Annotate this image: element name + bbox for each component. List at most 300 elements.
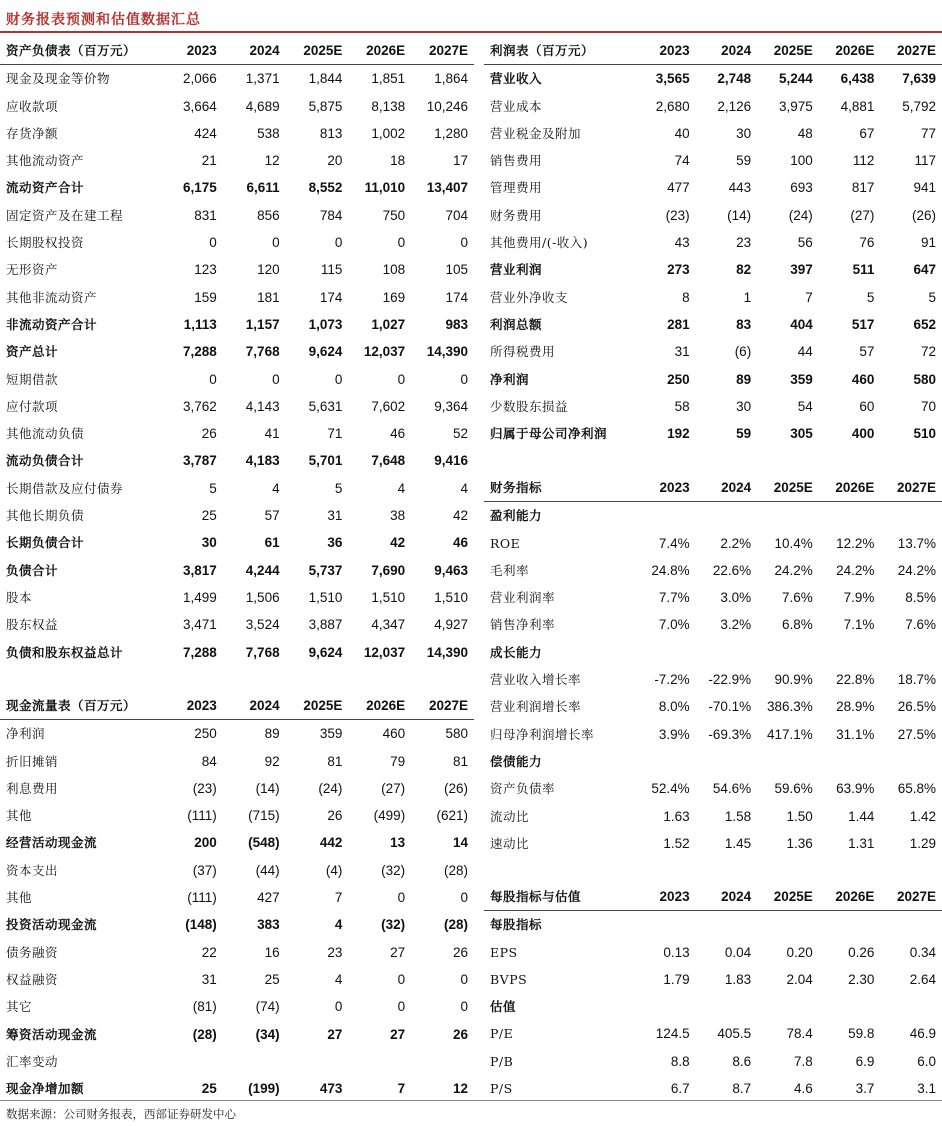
cell-value: 0 xyxy=(334,999,343,1015)
cell-value: 9,364 xyxy=(434,398,468,414)
column-header: 2027E xyxy=(411,37,474,65)
cell-value: 1 xyxy=(743,289,752,305)
cell-value xyxy=(819,639,881,666)
cell-value: (499) xyxy=(373,808,406,824)
cell-value: 2,748 xyxy=(717,71,752,87)
cell-value: 20 xyxy=(327,153,343,169)
table-row xyxy=(484,803,942,830)
table-row xyxy=(0,911,474,938)
cell-value: 3,787 xyxy=(183,453,217,469)
cell-value: 9,624 xyxy=(308,344,343,360)
cell-value: 70 xyxy=(920,398,936,414)
cell-value: 424 xyxy=(194,125,217,141)
cell-value: 44 xyxy=(797,344,813,360)
cell-value: 67 xyxy=(859,125,875,141)
row-label: 盈利能力 xyxy=(490,508,543,524)
cell-value: 59.6% xyxy=(774,781,813,797)
row-label: 其他流动负债 xyxy=(6,426,85,442)
row-label: 营业成本 xyxy=(490,98,543,114)
cell-value: 0 xyxy=(209,371,217,387)
row-label: 资产负债率 xyxy=(490,781,556,797)
table-row xyxy=(484,284,942,311)
cell-value: 2.30 xyxy=(848,971,875,987)
column-header: 2025E xyxy=(757,474,819,502)
row-label: 负债合计 xyxy=(6,562,59,578)
cell-value: 460 xyxy=(382,726,406,742)
cell-value: 22.6% xyxy=(712,562,752,578)
cell-value xyxy=(880,911,942,939)
cell-value: 1,844 xyxy=(308,71,343,87)
row-label: 净利润 xyxy=(490,371,530,387)
cell-value: 6,175 xyxy=(183,180,217,196)
cell-value: 4,347 xyxy=(371,617,406,633)
table-row xyxy=(0,993,474,1020)
cell-value: 24.2% xyxy=(836,562,875,578)
row-label: 营业利润率 xyxy=(490,590,556,606)
cell-value: 443 xyxy=(728,180,752,196)
row-label: 销售净利率 xyxy=(490,617,556,633)
cell-value: 42 xyxy=(452,508,468,524)
cell-value xyxy=(160,1048,223,1075)
cell-value: 359 xyxy=(790,371,813,387)
cell-value: 652 xyxy=(913,316,936,332)
cell-value: 460 xyxy=(851,371,875,387)
cell-value: 8 xyxy=(682,289,690,305)
cell-value: 5,701 xyxy=(308,453,343,469)
cell-value: 8.0% xyxy=(658,699,690,715)
cell-value: 1.45 xyxy=(724,835,752,851)
table-row xyxy=(0,147,474,174)
cell-value: 442 xyxy=(319,835,343,851)
row-label: 无形资产 xyxy=(6,262,59,278)
row-label: 汇率变动 xyxy=(6,1053,59,1069)
column-header: 2024 xyxy=(223,692,286,720)
cell-value: (32) xyxy=(381,862,406,878)
table-title: 现金流量表（百万元） xyxy=(0,692,160,720)
row-label: BVPS xyxy=(490,971,528,987)
cell-value: 1,113 xyxy=(183,316,217,332)
cell-value: 1,073 xyxy=(308,316,343,332)
cell-value: 0 xyxy=(460,371,468,387)
cell-value: 57 xyxy=(859,344,875,360)
cell-value: 400 xyxy=(851,426,875,442)
table-row xyxy=(484,256,942,283)
cell-value: (111) xyxy=(187,808,217,824)
cell-value: 81 xyxy=(452,753,468,769)
cell-value: 72 xyxy=(920,344,936,360)
cell-value: 2.2% xyxy=(720,535,752,551)
cell-value: 5 xyxy=(866,289,875,305)
cell-value: 48 xyxy=(797,125,813,141)
cell-value: 1,510 xyxy=(434,589,468,605)
table-row xyxy=(0,256,474,283)
cell-value: 21 xyxy=(201,153,217,169)
row-label: 折旧摊销 xyxy=(6,753,59,769)
cell-value xyxy=(819,748,881,775)
column-header: 2023 xyxy=(160,37,223,65)
column-header: 2025E xyxy=(757,37,819,65)
row-label: 偿债能力 xyxy=(490,753,543,769)
cell-value: (28) xyxy=(443,917,468,933)
column-header: 2023 xyxy=(160,692,223,720)
cell-value: 0 xyxy=(397,971,406,987)
cell-value: 26 xyxy=(201,426,217,442)
cell-value: 1.42 xyxy=(909,808,936,824)
cell-value: 3.7 xyxy=(855,1081,875,1097)
cell-value: 4 xyxy=(460,480,468,496)
cell-value xyxy=(411,1048,474,1075)
cell-value: 4.6 xyxy=(794,1081,813,1097)
cell-value: 24.8% xyxy=(651,562,690,578)
cell-value: 78.4 xyxy=(786,1026,813,1042)
table-row xyxy=(484,174,942,201)
cell-value: 0 xyxy=(397,999,406,1015)
column-header: 2027E xyxy=(880,883,942,911)
cell-value: 0 xyxy=(460,890,468,906)
balance-sheet-table xyxy=(0,37,474,666)
cell-value: 0 xyxy=(334,371,343,387)
cell-value: 7 xyxy=(397,1081,406,1097)
table-row xyxy=(0,748,474,775)
cell-value: 477 xyxy=(667,180,690,196)
table-row xyxy=(484,584,942,611)
cell-value: 511 xyxy=(852,262,875,278)
row-label: 营业利润增长率 xyxy=(490,699,582,715)
cell-value: 26 xyxy=(452,944,468,960)
cell-value: (23) xyxy=(192,780,217,796)
cell-value: 7.1% xyxy=(843,617,875,633)
cell-value: (715) xyxy=(248,808,280,824)
table-row xyxy=(0,802,474,829)
cell-value: (111) xyxy=(187,890,217,906)
cell-value xyxy=(696,993,758,1020)
table-header-row xyxy=(484,883,942,911)
table-header-row xyxy=(0,692,474,720)
cell-value: 112 xyxy=(852,153,875,169)
row-label: 流动负债合计 xyxy=(6,453,85,469)
cell-value: 52 xyxy=(452,426,468,442)
table-title: 资产负债表（百万元） xyxy=(0,37,160,65)
row-label: 成长能力 xyxy=(490,644,543,660)
table-row xyxy=(484,338,942,365)
cell-value: 8.7 xyxy=(732,1081,752,1097)
row-label: 固定资产及在建工程 xyxy=(6,207,124,223)
row-label: 经营活动现金流 xyxy=(6,835,98,851)
cell-value: 1.79 xyxy=(663,971,690,987)
cell-value: 3,817 xyxy=(183,562,217,578)
row-label: 权益融资 xyxy=(6,971,59,987)
cell-value: 10.4% xyxy=(774,535,813,551)
cell-value: 1,851 xyxy=(371,71,406,87)
cell-value: 3.0% xyxy=(720,590,752,606)
cell-value: 7,768 xyxy=(245,344,280,360)
cell-value: 23 xyxy=(327,944,343,960)
cell-value: 14,390 xyxy=(426,644,468,660)
cell-value: 813 xyxy=(319,125,343,141)
cell-value: 181 xyxy=(257,289,280,305)
cell-value: 7,639 xyxy=(902,71,936,87)
cell-value: 81 xyxy=(327,753,343,769)
page-title: 财务报表预测和估值数据汇总 xyxy=(6,12,201,28)
cell-value: 7 xyxy=(805,289,813,305)
cell-value xyxy=(696,911,758,939)
cell-value: 8,138 xyxy=(371,98,406,114)
row-label: 债务融资 xyxy=(6,944,59,960)
cell-value xyxy=(696,748,758,775)
row-label: P/E xyxy=(490,1026,514,1042)
cell-value: 405.5 xyxy=(717,1026,752,1042)
cell-value: 7.4% xyxy=(658,535,690,551)
cell-value: 25 xyxy=(201,1081,217,1097)
cell-value: 983 xyxy=(445,316,468,332)
cell-value: 510 xyxy=(913,426,936,442)
cell-value: 856 xyxy=(257,207,280,223)
column-header: 2027E xyxy=(411,692,474,720)
cell-value: 580 xyxy=(445,726,468,742)
cell-value: 46 xyxy=(390,426,406,442)
cell-value: 4,689 xyxy=(245,98,280,114)
cell-value: 0 xyxy=(397,890,406,906)
cell-value: 36 xyxy=(327,535,343,551)
cell-value: 11,010 xyxy=(364,180,406,196)
cell-value xyxy=(634,639,696,666)
cell-value: 386.3% xyxy=(766,699,813,715)
cell-value xyxy=(880,748,942,775)
cell-value: 3,471 xyxy=(183,617,217,633)
table-row xyxy=(484,775,942,802)
table-row xyxy=(484,939,942,966)
table-row xyxy=(484,611,942,638)
cell-value: 7,602 xyxy=(371,398,406,414)
table-row xyxy=(0,93,474,120)
row-label: 其他费用/(-收入) xyxy=(490,235,589,251)
cell-value: 693 xyxy=(790,180,813,196)
row-label: 现金净增加额 xyxy=(6,1081,85,1097)
cell-value: 115 xyxy=(320,262,343,278)
table-row xyxy=(484,311,942,338)
cell-value xyxy=(634,993,696,1020)
row-label: 管理费用 xyxy=(490,180,543,196)
cell-value: 4,244 xyxy=(245,562,280,578)
cell-value: 8.8 xyxy=(670,1053,690,1069)
row-label: P/S xyxy=(490,1081,513,1097)
cell-value: 12,037 xyxy=(363,644,406,660)
cell-value: 281 xyxy=(667,316,690,332)
row-label: 估值 xyxy=(490,999,517,1015)
cell-value: 8.5% xyxy=(905,590,936,606)
cell-value xyxy=(819,502,881,530)
table-row xyxy=(484,229,942,256)
cell-value: 6.7 xyxy=(670,1081,690,1097)
row-label: 其他非流动资产 xyxy=(6,289,98,305)
income-statement-table xyxy=(484,37,942,447)
cell-value: 174 xyxy=(445,289,468,305)
cell-value: 26.5% xyxy=(897,699,936,715)
row-label: 财务费用 xyxy=(490,207,543,223)
cell-value: 1,510 xyxy=(308,589,343,605)
row-label: 存货净额 xyxy=(6,125,59,141)
cell-value: -69.3% xyxy=(708,726,752,742)
table-row xyxy=(0,393,474,420)
table-row xyxy=(484,147,942,174)
cell-value: 25 xyxy=(264,971,280,987)
row-label: 流动资产合计 xyxy=(6,180,85,196)
cell-value: 63.9% xyxy=(836,781,875,797)
cell-value: 1,280 xyxy=(434,125,468,141)
cell-value: 2.64 xyxy=(909,971,936,987)
cell-value: 5,244 xyxy=(778,71,813,87)
cell-value: 6.0 xyxy=(917,1053,936,1069)
table-row xyxy=(484,366,942,393)
cell-value: 12 xyxy=(452,1081,468,1097)
cell-value: 74 xyxy=(674,153,690,169)
table-row xyxy=(0,939,474,966)
cell-value xyxy=(757,502,819,530)
row-label: 销售费用 xyxy=(490,153,543,169)
table-row xyxy=(0,1048,474,1075)
row-label: 净利润 xyxy=(6,726,46,742)
cell-value: 9,624 xyxy=(308,644,343,660)
row-label: 速动比 xyxy=(490,835,530,851)
cell-value: 12,037 xyxy=(363,344,406,360)
cell-value: 0 xyxy=(272,371,280,387)
cell-value: 16 xyxy=(264,944,280,960)
cell-value: 13,407 xyxy=(426,180,468,196)
cell-value: 0 xyxy=(334,235,343,251)
cell-value: 57 xyxy=(264,508,280,524)
cell-value: 3,565 xyxy=(655,71,690,87)
table-row xyxy=(0,775,474,802)
cell-value: 2,126 xyxy=(717,98,752,114)
cell-value: 7,768 xyxy=(245,644,280,660)
row-label: 利润总额 xyxy=(490,316,543,332)
cell-value: 159 xyxy=(194,289,217,305)
cell-value: 83 xyxy=(736,316,752,332)
cell-value xyxy=(634,748,696,775)
footer-rule xyxy=(0,1100,942,1101)
cell-value: 14,390 xyxy=(426,344,468,360)
table-row xyxy=(0,366,474,393)
cell-value: 9,463 xyxy=(434,562,468,578)
cell-value: 58 xyxy=(674,398,690,414)
cell-value: 17 xyxy=(452,153,468,169)
cell-value: 7 xyxy=(334,890,343,906)
cell-value: 5,875 xyxy=(308,98,343,114)
cell-value: 7,690 xyxy=(371,562,406,578)
cell-value: 8.6 xyxy=(732,1053,752,1069)
cell-value: (6) xyxy=(734,344,752,360)
section-row xyxy=(484,639,942,666)
cell-value: 0.04 xyxy=(724,944,752,960)
cell-value: 40 xyxy=(674,125,690,141)
cell-value xyxy=(880,639,942,666)
cell-value: 59 xyxy=(736,426,752,442)
table-row xyxy=(484,1075,942,1102)
table-row xyxy=(484,721,942,748)
cell-value: 1.83 xyxy=(724,971,752,987)
cell-value: 27.5% xyxy=(897,726,936,742)
table-row xyxy=(0,174,474,201)
cell-value: 359 xyxy=(319,726,343,742)
per-share-valuation-table xyxy=(484,883,942,1102)
cell-value: 30 xyxy=(736,398,752,414)
cell-value: 704 xyxy=(445,207,468,223)
cell-value: (32) xyxy=(381,917,406,933)
cell-value: 22.8% xyxy=(836,672,875,688)
cell-value: 13 xyxy=(390,835,406,851)
section-row xyxy=(484,911,942,939)
cell-value: 117 xyxy=(914,153,936,169)
row-label: 少数股东损益 xyxy=(490,398,569,414)
cell-value: 3,887 xyxy=(308,617,343,633)
column-header: 2026E xyxy=(348,692,411,720)
table-row xyxy=(484,530,942,557)
table-row xyxy=(0,447,474,474)
table-row xyxy=(0,420,474,447)
cell-value: -7.2% xyxy=(654,672,690,688)
row-label: 负债和股东权益总计 xyxy=(6,644,124,660)
column-header: 2026E xyxy=(348,37,411,65)
row-label: 股东权益 xyxy=(6,617,59,633)
row-label: 归属于母公司净利润 xyxy=(490,426,608,442)
row-label: 应付款项 xyxy=(6,398,59,414)
table-row xyxy=(0,857,474,884)
cell-value: 305 xyxy=(790,426,813,442)
cell-value: 3,762 xyxy=(183,398,217,414)
cell-value: 105 xyxy=(445,262,468,278)
cell-value: (14) xyxy=(255,780,280,796)
table-title: 每股指标与估值 xyxy=(484,883,634,911)
cell-value: 273 xyxy=(667,262,690,278)
row-label: 营业收入增长率 xyxy=(490,672,582,688)
cell-value: 10,246 xyxy=(426,98,468,114)
cell-value: 3,975 xyxy=(778,98,813,114)
cell-value: 2,066 xyxy=(183,71,217,87)
cell-value: 200 xyxy=(194,835,217,851)
cell-value: 14 xyxy=(452,835,468,851)
cell-value: 90.9% xyxy=(774,672,813,688)
cell-value: (27) xyxy=(381,780,406,796)
cell-value: 517 xyxy=(851,316,875,332)
table-row xyxy=(0,884,474,911)
table-row xyxy=(0,611,474,638)
table-row xyxy=(0,1075,474,1102)
source-note: 数据来源：公司财务报表，西部证券研发中心 xyxy=(6,1107,236,1121)
cell-value: 56 xyxy=(797,235,813,251)
cell-value: 120 xyxy=(257,262,280,278)
cell-value: 7,288 xyxy=(183,344,217,360)
cell-value: 52.4% xyxy=(651,781,690,797)
cell-value: (34) xyxy=(255,1026,280,1042)
cell-value: 108 xyxy=(382,262,406,278)
cell-value: 1.44 xyxy=(848,808,875,824)
cell-value: 46 xyxy=(452,535,468,551)
table-row xyxy=(484,693,942,720)
cell-value: 1,157 xyxy=(245,316,280,332)
row-label: 营业税金及附加 xyxy=(490,125,582,141)
table-row xyxy=(0,966,474,993)
cell-value: 42 xyxy=(390,535,406,551)
cell-value: 169 xyxy=(382,289,406,305)
cell-value: 0 xyxy=(397,371,406,387)
row-label: P/B xyxy=(490,1053,514,1069)
cell-value: 27 xyxy=(327,1026,343,1042)
table-row xyxy=(0,502,474,529)
cell-value xyxy=(757,911,819,939)
table-row xyxy=(0,475,474,502)
row-label: 利息费用 xyxy=(6,780,59,796)
cell-value: 5,631 xyxy=(308,398,343,414)
